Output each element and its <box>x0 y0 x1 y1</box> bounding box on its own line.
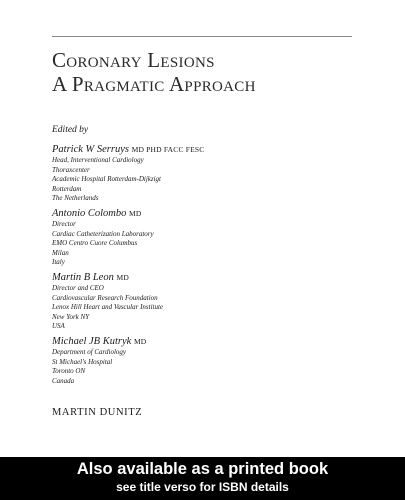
editor-affiliation-line: St Michael's Hospital <box>52 357 113 366</box>
banner-headline: Also available as a printed book <box>76 460 329 478</box>
book-title <box>52 48 256 96</box>
printed-book-banner <box>0 457 405 500</box>
editor-name: Patrick W Serruys <box>52 144 129 155</box>
banner-subline: see title verso for ISBN details <box>116 480 289 494</box>
editor-affiliation-line: New York NY <box>52 312 90 321</box>
editor-affiliation-line: USA <box>52 322 65 330</box>
editor-block <box>52 143 205 204</box>
editor-qualifications: MD PHD FACC FESC <box>131 145 205 154</box>
editor-affiliation-line: Thoraxcenter <box>52 165 90 174</box>
editor-affiliation-line: Lenox Hill Heart and Vascular Institute <box>52 303 164 311</box>
editor-affiliation-line: Head, Interventional Cardiology <box>52 156 144 164</box>
editor-qualifications: MD <box>133 337 147 346</box>
editor-name: Martin B Leon <box>52 272 114 283</box>
editor-name-line <box>52 207 154 220</box>
edited-by-label: Edited by <box>52 125 89 135</box>
title-line-1: Coronary Lesions <box>52 48 215 72</box>
editor-affiliation-line: Director and CEO <box>52 284 104 292</box>
editor-affiliation-line: Canada <box>52 376 75 385</box>
title-line-2: A Pragmatic Approach <box>52 72 256 96</box>
editor-affiliation-line: Cardiovascular Research Foundation <box>52 293 158 302</box>
editor-affiliation-line: EMO Centro Cuore Columbus <box>52 239 138 247</box>
editor-affiliation-line: Italy <box>52 258 65 266</box>
editor-name-line <box>52 335 146 348</box>
editor-name: Antonio Colombo <box>52 208 127 219</box>
editor-qualifications: MD <box>129 209 142 218</box>
editor-name-line <box>52 143 205 156</box>
editor-affiliation-line: Rotterdam <box>52 184 82 193</box>
editor-name: Michael JB Kutryk <box>52 336 132 347</box>
editor-block <box>52 271 163 332</box>
editor-block <box>52 207 154 268</box>
editor-affiliation-line: Toronto ON <box>52 367 86 375</box>
editor-name-line <box>52 271 163 284</box>
editor-affiliation-line: Cardiac Catheterization Laboratory <box>52 229 154 238</box>
top-rule <box>52 36 352 37</box>
editor-affiliation-line: The Netherlands <box>52 194 99 202</box>
publisher-name: MARTIN DUNITZ <box>52 407 143 418</box>
editor-affiliation-line: Director <box>52 220 76 228</box>
editor-qualifications: MD <box>116 273 129 282</box>
editor-block <box>52 335 146 386</box>
editor-affiliation-line: Department of Cardiology <box>52 348 127 356</box>
editor-affiliation-line: Milan <box>52 248 69 257</box>
editor-affiliation-line: Academic Hospital Rotterdam-Dijkzigt <box>52 175 161 183</box>
